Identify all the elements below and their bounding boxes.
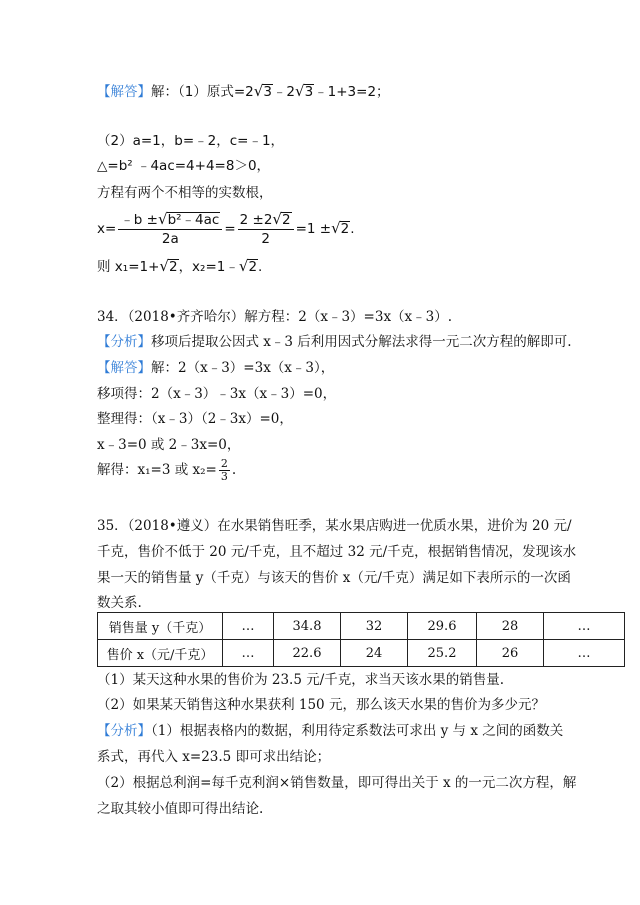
p35-analysis-4: 之取其较小值即可得出结论. [97,801,264,817]
analysis-tag: 【分析】 [97,723,151,739]
formula-fraction-1: $\frac{\text{﹣b ±√b²﹣4ac}}{2a}$ [118,210,222,248]
p34-step2: 整理得：（x﹣3）（2﹣3x）=0， [97,411,293,427]
table-cell: 24 [341,640,408,667]
p35-analysis-2: 系式，再代入 x=23.5 即可求出结论； [97,749,331,765]
p35-question-1: （1）某天这种水果的售价为 23.5 元/千克，求当天该水果的销售量. [97,672,505,688]
p35-text-1: 35．（2018•遵义）在水果销售旺季，某水果店购进一优质水果，进价为 20 元/ [97,518,572,534]
table-cell: 售价 x（元/千克） [98,640,223,667]
table-cell: 22.6 [274,640,341,667]
p34-step1: 移项得：2（x﹣3）﹣3x（x﹣3）=0， [97,386,337,402]
sales-table [97,612,625,667]
p34-title: 34．（2018•齐齐哈尔）解方程：2（x﹣3）=3x（x﹣3）. [97,309,453,325]
p34-analysis: 【分析】移项后提取公因式 x﹣3 后利用因式分解法求得一元二次方程的解即可. [97,334,572,350]
table-cell: 32 [341,613,408,640]
p34-answer: 【解答】解：2（x﹣3）=3x（x﹣3）， [97,360,335,376]
analysis-tag: 【分析】 [97,334,151,350]
solution-fraction: $\frac{2}{3}$ [220,457,228,483]
p34-step4: 解得：x₁=3 或 x₂= $\frac{2}{3}$ . [97,457,237,483]
p34-step3: x﹣3=0 或 2﹣3x=0， [97,437,241,453]
formula-fraction-2: $\frac{2 \pm 2√2}{2}$ [238,210,294,248]
p33-line1: 【解答】解：（1）原式=2√3﹣2√3﹣1+3=2； [97,82,390,100]
p35-analysis-3: （2）根据总利润=每千克利润×销售数量，即可得出关于 x 的一元二次方程，解 [97,775,577,791]
p33-line4: 方程有两个不相等的实数根， [97,185,273,201]
answer-tag: 【解答】 [97,84,151,100]
table-cell: … [223,640,274,667]
table-cell: 28 [477,613,544,640]
answer-tag: 【解答】 [97,360,151,376]
table-row [98,613,625,640]
p33-line3: △=b² ﹣4ac=4+4=8＞0， [97,158,271,174]
p33-line6: 则 x₁=1+√2，x₂=1﹣√2. [97,257,263,275]
p35-text-2: 千克，售价不低于 20 元/千克，且不超过 32 元/千克，根据销售情况，发现该水 [97,544,577,560]
table-cell: 销售量 y（千克） [98,613,223,640]
table-cell: … [544,640,625,667]
p35-question-2: （2）如果某天销售这种水果获利 150 元，那么该天水果的售价为多少元？ [97,697,545,713]
p35-analysis-1: 【分析】（1）根据表格内的数据，利用待定系数法可求出 y 与 x 之间的函数关 [97,723,564,739]
table-cell: 25.2 [408,640,477,667]
table-cell: … [544,613,625,640]
table-cell: 29.6 [408,613,477,640]
p35-text-3: 果一天的销售量 y（千克）与该天的售价 x（元/千克）满足如下表所示的一次函 [97,570,571,586]
p33-quadratic-formula: x= $\frac{\text{﹣b ±√b²﹣4ac}}{2a}$ = $\frac{2 \pm 2√2}{2}$ =1 ±√2. [97,210,355,247]
p35-text-4: 数关系. [97,595,142,611]
table-cell: 34.8 [274,613,341,640]
table-cell: 26 [477,640,544,667]
table-cell: … [223,613,274,640]
table-row [98,640,625,667]
p33-line2: （2）a=1，b=﹣2，c=﹣1， [97,133,285,149]
